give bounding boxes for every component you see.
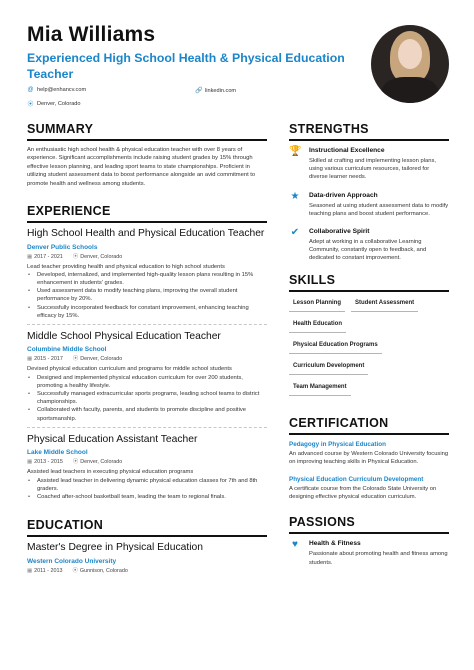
- passion-title: Health & Fitness: [309, 540, 361, 548]
- job-separator: [27, 324, 267, 325]
- section-divider: [27, 139, 267, 141]
- section-heading: SUMMARY: [27, 122, 94, 136]
- strength-description: Adept at working in a collaborative Learning Community, constantly open to feedback, and dedicated to constant improvement.: [309, 239, 427, 262]
- job-bullets: [27, 374, 267, 423]
- location-pin-icon: ⦿: [72, 567, 78, 574]
- job-description: Lead teacher providing health and physical education to high school students: [27, 263, 225, 270]
- list-item: • Designed and implemented physical education curriculum for over 200 students, promoting a healthy lifestyle.: [27, 374, 267, 390]
- email-contact[interactable]: [27, 87, 86, 93]
- list-item: • Developed, internalized, and implemented high-quality lesson plans resulting in 15% enhancement in students' grades.: [27, 271, 267, 287]
- heart-pulse-icon: ♥: [292, 539, 298, 551]
- section-heading: STRENGTHS: [289, 122, 369, 136]
- link-icon: 🔗: [195, 88, 203, 94]
- calendar-icon: ▦: [27, 459, 33, 466]
- left-column: [27, 122, 267, 575]
- profile-photo: [371, 25, 449, 103]
- job-title: Physical Education Assistant Teacher: [27, 433, 198, 445]
- job-bullets: [27, 271, 267, 320]
- list-item: • Collaborated with faculty, parents, and students to promote discipline and positive sportsmanship.: [27, 406, 267, 422]
- list-item: • Successfully incorporated feedback for constant improvement, enhancing teaching efficacy by 15%.: [27, 304, 267, 320]
- section-divider: [289, 532, 449, 534]
- strength-item: [289, 146, 449, 182]
- location-pin-icon: ⦿: [72, 356, 79, 363]
- job-location: Denver, Colorado: [80, 356, 123, 363]
- section-heading: EXPERIENCE: [27, 204, 111, 219]
- list-item: • Successfully managed extracurricular sports programs, leading school teams to district championships.: [27, 390, 267, 406]
- candidate-name: Mia Williams: [27, 23, 156, 46]
- education-dates: 2011 - 2013: [34, 567, 63, 574]
- job-separator: [27, 427, 267, 428]
- job-dates: 2017 - 2021: [34, 253, 63, 260]
- star-icon: ★: [290, 190, 300, 202]
- strength-description: Skilled at crafting and implementing lesson plans, using various curriculum resources, tailored for diverse learner needs.: [309, 158, 436, 181]
- certification-title: Pedagogy in Physical Education: [289, 440, 386, 448]
- skill-tag: Student Assessment: [351, 299, 418, 312]
- linkedin-contact[interactable]: [195, 87, 236, 94]
- linkedin-text: linkedin.com: [205, 87, 237, 94]
- section-heading: SKILLS: [289, 272, 336, 287]
- section-heading: EDUCATION: [27, 518, 104, 533]
- trophy-icon: 🏆: [289, 146, 302, 157]
- school-name[interactable]: Western Colorado University: [27, 557, 117, 565]
- strength-title: Collaborative Spirit: [309, 228, 370, 236]
- job-entry: [27, 434, 267, 501]
- job-entry: [27, 228, 267, 320]
- calendar-icon: ▦: [27, 567, 33, 574]
- strength-title: Data-driven Approach: [309, 191, 378, 199]
- skill-tag: Team Management: [289, 383, 351, 396]
- skill-tag: Curriculum Development: [289, 362, 368, 375]
- passion-item: [289, 539, 449, 566]
- list-item: • Used assessment data to modify teaching plans, improving the overall student performance by 20%.: [27, 287, 267, 303]
- certification-item: [289, 475, 449, 501]
- certification-description: A certificate course from the Colorado State University on designing effective physical education curriculum.: [289, 486, 437, 501]
- certification-title: Physical Education Curriculum Development: [289, 476, 424, 484]
- skills-list: [289, 297, 449, 404]
- skill-tag: Health Education: [289, 320, 346, 333]
- right-column: [289, 122, 449, 576]
- job-location: Denver, Colorado: [80, 459, 123, 466]
- skills-section: [289, 273, 449, 404]
- job-dates: 2015 - 2017: [34, 356, 63, 363]
- candidate-title: Experienced High School Health & Physical Education Teacher: [27, 51, 345, 81]
- strengths-section: [289, 122, 449, 263]
- job-company[interactable]: Lake Middle School: [27, 449, 88, 457]
- list-item: • Assisted lead teacher in delivering dynamic physical education classes for 7th and 8th graders.: [27, 477, 267, 493]
- education-section: [27, 518, 267, 575]
- job-company[interactable]: Denver Public Schools: [27, 243, 98, 251]
- contact-info: [27, 85, 357, 113]
- location-pin-icon: ⦿: [72, 253, 79, 260]
- email-icon: @: [27, 87, 34, 93]
- education-location: Gunnison, Colorado: [79, 567, 128, 574]
- passion-description: Passionate about promoting health and fitness among students.: [309, 551, 448, 566]
- email-text: help@enhancv.com: [37, 87, 87, 93]
- job-title: High School Health and Physical Education Teacher: [27, 228, 265, 240]
- skill-tag: Physical Education Programs: [289, 341, 382, 354]
- degree-title: Master's Degree in Physical Education: [27, 542, 203, 554]
- experience-section: [27, 204, 267, 501]
- certification-description: An advanced course by Western Colorado University focusing on improving teaching skills in Physical Education.: [289, 450, 449, 465]
- job-description: Devised physical education curriculum and programs for middle school students: [27, 366, 232, 373]
- section-divider: [289, 290, 449, 292]
- checkmark-icon: ✔: [290, 227, 300, 239]
- section-divider: [289, 139, 449, 141]
- location-contact: [27, 99, 81, 108]
- strength-description: Seasoned at using student assessment data to modify teaching plans and boost student performance.: [309, 202, 449, 217]
- location-pin-icon: ⦿: [27, 102, 34, 108]
- calendar-icon: ▦: [27, 356, 33, 363]
- job-bullets: [27, 477, 267, 502]
- strength-item: [289, 191, 449, 218]
- section-divider: [27, 535, 267, 537]
- skill-tag: Lesson Planning: [289, 299, 345, 312]
- resume-header: [27, 22, 357, 113]
- location-text: Denver, Colorado: [37, 100, 81, 107]
- passions-section: [289, 515, 449, 566]
- job-title: Middle School Physical Education Teacher: [27, 330, 221, 342]
- list-item: • Coached after-school basketball team, leading the team to regional finals.: [27, 493, 267, 501]
- section-divider: [27, 221, 267, 223]
- strength-item: [289, 227, 449, 263]
- location-pin-icon: ⦿: [72, 459, 79, 466]
- certification-item: [289, 440, 449, 466]
- section-heading: CERTIFICATION: [289, 415, 389, 430]
- job-description: Assisted lead teachers in executing physical education programs: [27, 469, 194, 476]
- job-entry: [27, 331, 267, 423]
- section-divider: [289, 433, 449, 435]
- calendar-icon: ▦: [27, 253, 33, 260]
- summary-text: An enthusiastic high school health & physical education teacher with over 8 years of experience. Significant accomplishments include raising student grades by 15% through effective lesson planning, and leading sport teams to state championships. Proficient in utilizing student assessment data to boost performance alongside an avid commitment to promote health and wellness among students.: [27, 147, 256, 187]
- section-heading: PASSIONS: [289, 515, 356, 530]
- strength-title: Instructional Excellence: [309, 147, 385, 154]
- job-location: Denver, Colorado: [80, 253, 123, 260]
- job-company[interactable]: Columbine Middle School: [27, 346, 107, 354]
- job-dates: 2013 - 2015: [34, 459, 63, 466]
- summary-section: [27, 122, 267, 188]
- certification-section: [289, 416, 449, 502]
